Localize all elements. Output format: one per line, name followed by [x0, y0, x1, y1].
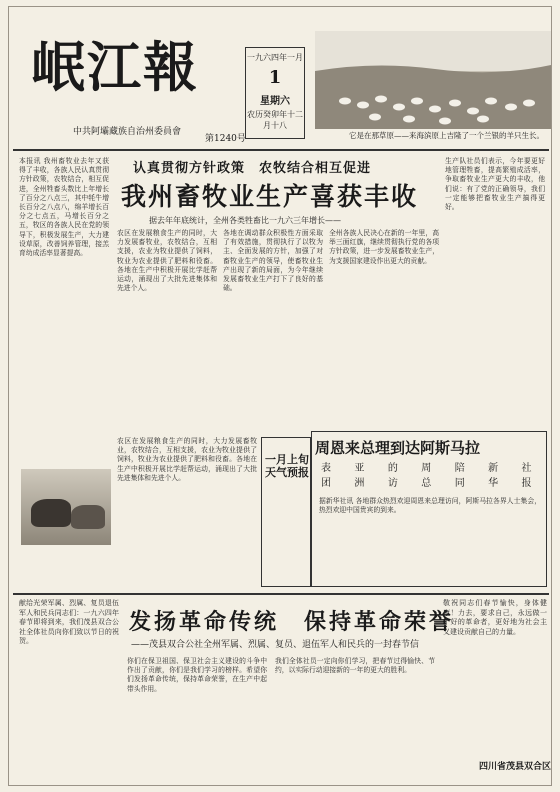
zhou-col-6: 社报 — [521, 463, 532, 489]
masthead-title: 岷江報 — [31, 35, 199, 99]
bottom-column-4: 敬祝同志们春节愉快，身体健康！力去，要求自己，永远做一个好的革命者，更好地为社会主义建设贡献自己的力量。 — [443, 599, 547, 636]
article-column-3: 各地在调动群众积极性方面采取了有效措施，贯彻执行了以牧为主、全面发展的方针，加强了对畜牧业生产的领导，使畜牧业生产出现了新的局面，为今年继续发展畜牧业生产打下了良好的基础。 — [223, 229, 323, 293]
masthead-rule — [13, 149, 549, 151]
zhou-col-1: 亚洲 — [354, 463, 365, 489]
sheep-photo — [315, 31, 551, 129]
cattle-figure-2 — [71, 505, 105, 529]
sheep-photo-art — [315, 31, 551, 129]
zhou-col-2: 的访 — [387, 463, 398, 489]
article-column-2: 农区在发展粮食生产的同时，大力发展畜牧业，农牧结合，互相支援，农业为牧业提供了饲料，牧业为农业提供了肥料和役畜。各地在生产中积极开展比学赶帮运动，涌现出了大批先进集体和先进个人。 — [117, 229, 217, 293]
article-column-6: 农区在发展粮食生产的同时，大力发展畜牧业，农牧结合，互相支援，农业为牧业提供了饲料，牧业为农业提供了肥料和役畜。各地在生产中积极开展比学赶帮运动，涌现出了大批先进集体和先进个人。 — [117, 437, 257, 482]
lead-headline: 我州畜牧业生产喜获丰收 — [121, 182, 419, 211]
bottom-column-2: 你们在保卫祖国、保卫社会主义建设的斗争中作出了贡献，你们是我们学习的榜样。希望你们发扬革命传统，保持革命荣誉，在生产中起带头作用。 — [127, 657, 267, 693]
article-column-1: 本报讯 我州畜牧业去年又获得了丰收，各族人民认真贯彻方针政策，农牧结合，相互促进，全州牲畜头数比上年增长了百分之八点三，其中牦牛增长百分之八点八，绵羊增长百分之七点五，马增长百分之五，牧区的各族人民在党的领导下，积极发展生产，大力建设草原，改善饲养管理，接羔育幼成活率显著提高。 — [19, 157, 109, 258]
bottom-headline: 发扬革命传统 保持革命荣誉 — [129, 609, 455, 635]
cattle-photo — [21, 469, 111, 545]
lead-subhead: 据去年年底统计，全州各类牲畜比一九六三年增长—— — [149, 216, 341, 225]
article-column-5: 生产队社员们表示，今年要更好地管理牲畜，提高繁殖成活率，争取畜牧业生产更大的丰收，他们说：有了党的正确领导，我们一定能够把畜牧业生产搞得更好。 — [445, 157, 545, 212]
bottom-subhead: ——茂县双合公社全州军属、烈属、复员、退伍军人和民兵的一封春节信 — [131, 640, 420, 650]
newspaper-page — [8, 6, 552, 786]
issue-number: 第1240号 — [205, 134, 246, 144]
masthead-publisher: 中共阿壩藏族自治州委員會 — [73, 127, 182, 137]
letter-signature: 四川省茂县双合区 — [479, 762, 552, 772]
zhou-col-5: 新华 — [488, 463, 499, 489]
zhou-headline: 周恩来总理到达阿斯马拉 — [315, 439, 481, 457]
zhou-article: 据新华社讯 各地群众热烈欢迎周恩来总理访问，阿斯马拉各界人士集会，热烈欢迎中国贵宾的到来。 — [319, 497, 541, 515]
bottom-column-1: 献给光荣军属、烈属、复员退伍军人和民兵同志们：一九六四年春节即将到来，我们茂县双合公社全体社员向你们致以节日的祝贺。 — [19, 599, 119, 645]
date-lunar: 农历癸卯年十二月十八 — [247, 110, 303, 130]
sheep-photo-caption: 它是在那草原——来海滨原上吉隆了一个兰银的羊只生长。 — [349, 131, 544, 140]
weather-title: 一月上旬天气预报 — [265, 453, 309, 479]
date-year-month: 一九六四年一月 — [247, 53, 303, 62]
bottom-column-3: 我们全体社员一定向你们学习，把春节过得愉快、节约，以实际行动迎接新的一年的更大的胜利。 — [275, 657, 435, 675]
zhou-column-heads — [321, 459, 541, 489]
date-day: 1 — [268, 67, 282, 88]
section-rule — [13, 593, 549, 595]
zhou-col-0: 表团 — [321, 463, 331, 489]
lead-kicker: 认真贯彻方针政策 农牧结合相互促进 — [133, 161, 372, 176]
date-box — [245, 47, 305, 139]
zhou-col-3: 周总 — [421, 463, 432, 489]
date-weekday: 星期六 — [260, 96, 290, 107]
zhou-col-4: 陪同 — [454, 463, 465, 489]
cattle-figure-1 — [31, 499, 71, 527]
article-column-4: 全州各族人民决心在新的一年里，高举三面红旗，继续贯彻执行党的各项方针政策，进一步发展畜牧业生产，为支援国家建设作出更大的贡献。 — [329, 229, 439, 265]
